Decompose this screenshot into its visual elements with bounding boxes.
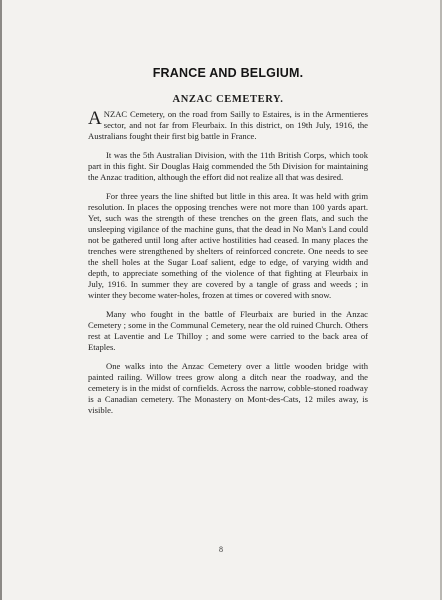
page-title: FRANCE AND BELGIUM. xyxy=(152,66,304,80)
paragraph-division: It was the 5th Australian Division, with the 11th British Corps, which took part in this fight. Sir Douglas Haig commended the 5th Division for maintaining the Anzac tradition, although the effort did not realize all that was desired. xyxy=(88,150,368,182)
page-number: 8 xyxy=(219,545,223,554)
paragraph-intro xyxy=(88,109,368,142)
drop-cap-letter: A xyxy=(88,108,102,129)
page-content xyxy=(88,66,368,424)
paragraph-cemetery-approach: One walks into the Anzac Cemetery over a little wooden bridge with painted railing. Willow trees grow along a ditch near the roadway, and the cemetery is in the midst of cornfields. Across the narrow, cobble-stoned roadway is a Canadian cemetery. The Monastery on Mont-des-Cats, 12 miles away, is visible. xyxy=(88,361,368,415)
paragraph-intro-text: NZAC Cemetery, on the road from Sailly to Estaires, is in the Armentieres sector, and not far from Fleurbaix. In this district, on 19th July, 1916, the Australians fought their first big battle in France. xyxy=(88,109,368,141)
paragraph-burials: Many who fought in the battle of Fleurbaix are buried in the Anzac Cemetery ; some in the Communal Cemetery, near the old ruined Church. Others rest at Laventie and Le Thilloy ; and some were carried to the back area of Etaples. xyxy=(88,309,368,352)
paragraph-trenches: For three years the line shifted but little in this area. It was held with grim resolution. In places the opposing trenches were not more than 100 yards apart. Yet, such was the strength of these trenches on the green flats, and such the unsleeping vigilance of the machine guns, that the dead in No Man's Land could not be gathered until long after active hostilities had ceased. In many places the trenches were strengthened by shelters of reinforced concrete. One needs to see the shell holes at the Sugar Loaf salient, edge to edge, of varying width and depth, to appreciate something of the violence of that fighting at Fleurbaix in July, 1916. In summer they are covered by a tangle of grass and weeds ; in winter they become water-holes, frozen at times or covered with snow. xyxy=(88,191,368,300)
left-sheet-edge xyxy=(0,0,2,600)
section-title: ANZAC CEMETERY. xyxy=(172,94,284,105)
